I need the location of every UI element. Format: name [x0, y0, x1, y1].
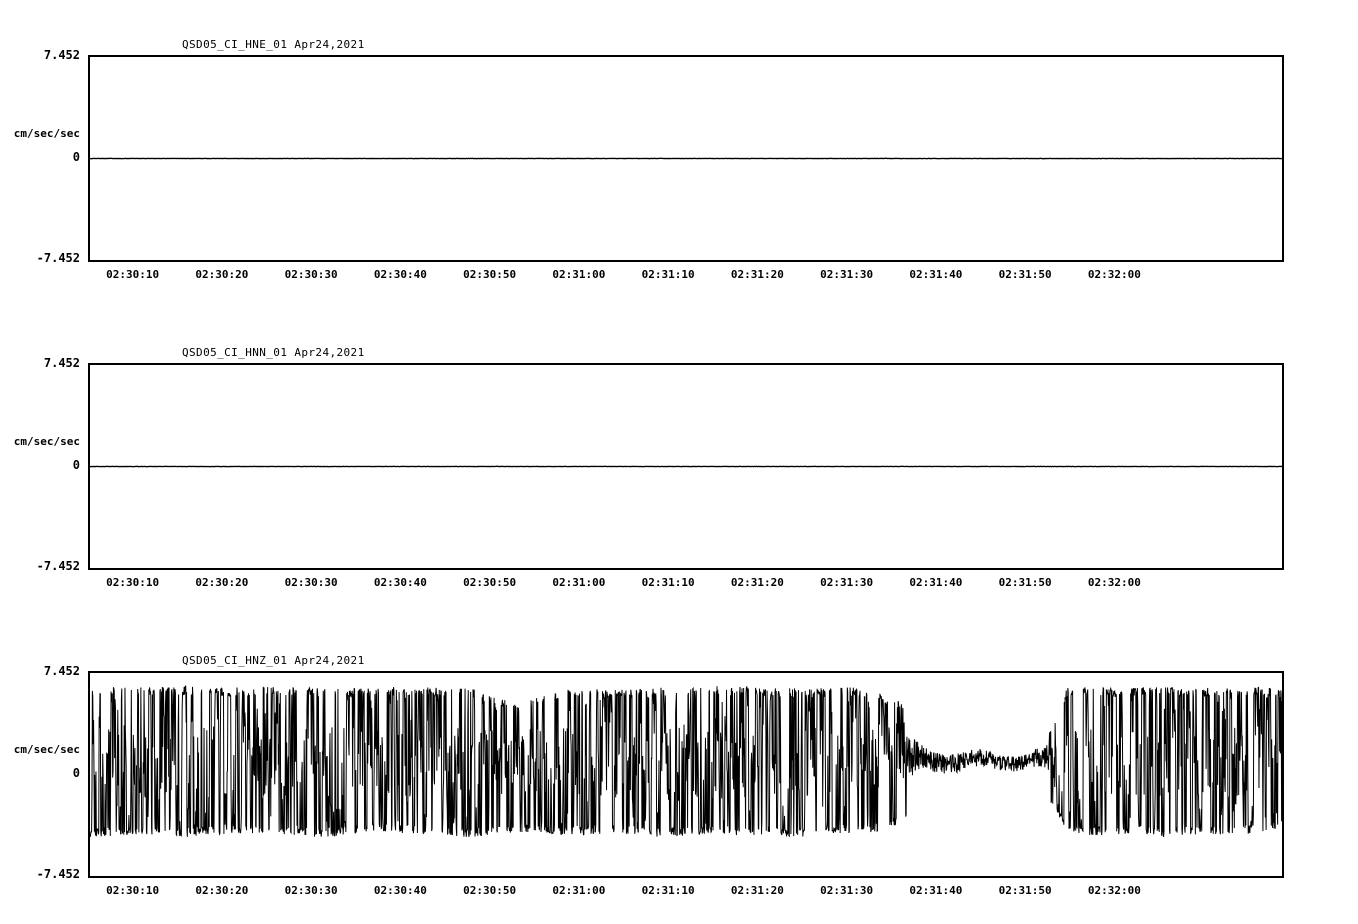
plot-area-hnz [88, 671, 1284, 878]
x-tick-label: 02:30:40 [373, 268, 427, 281]
x-axis-hne [0, 268, 1358, 288]
x-tick-label: 02:32:00 [1087, 576, 1141, 589]
x-tick-label: 02:31:20 [730, 884, 784, 897]
x-tick-label: 02:31:00 [552, 268, 606, 281]
panel-hnn [0, 318, 1358, 588]
x-tick-label: 02:30:50 [463, 268, 517, 281]
y-tick-mid-hne: 0 [72, 150, 80, 164]
x-axis-hnn [0, 576, 1358, 596]
y-tick-top-hnz: 7.452 [43, 664, 80, 678]
x-tick-label: 02:30:30 [284, 268, 338, 281]
x-tick-label: 02:30:20 [195, 576, 249, 589]
x-tick-label: 02:31:10 [641, 884, 695, 897]
panel-hne [0, 10, 1358, 280]
x-tick-label: 02:31:40 [909, 576, 963, 589]
panel-title-hne: QSD05_CI_HNE_01 Apr24,2021 [182, 38, 365, 51]
x-tick-label: 02:31:50 [998, 884, 1052, 897]
x-tick-label: 02:31:30 [820, 576, 874, 589]
y-tick-bottom-hnn: -7.452 [36, 559, 80, 573]
x-axis-hnz [0, 884, 1358, 904]
x-tick-label: 02:31:00 [552, 884, 606, 897]
y-tick-top-hnn: 7.452 [43, 356, 80, 370]
y-tick-bottom-hnz: -7.452 [36, 867, 80, 881]
x-tick-label: 02:31:20 [730, 576, 784, 589]
x-tick-label: 02:30:20 [195, 268, 249, 281]
x-tick-label: 02:32:00 [1087, 268, 1141, 281]
x-tick-label: 02:30:30 [284, 884, 338, 897]
y-axis-units-hne: cm/sec/sec [13, 127, 80, 140]
trace-hnz [90, 673, 1282, 876]
x-tick-label: 02:31:30 [820, 884, 874, 897]
plot-area-hne [88, 55, 1284, 262]
x-tick-label: 02:31:10 [641, 268, 695, 281]
x-tick-label: 02:31:30 [820, 268, 874, 281]
trace-hne [90, 57, 1282, 260]
x-tick-label: 02:30:20 [195, 884, 249, 897]
x-tick-label: 02:30:10 [106, 268, 160, 281]
y-tick-mid-hnn: 0 [72, 458, 80, 472]
x-tick-label: 02:31:40 [909, 884, 963, 897]
x-tick-label: 02:32:00 [1087, 884, 1141, 897]
y-tick-top-hne: 7.452 [43, 48, 80, 62]
panel-title-hnn: QSD05_CI_HNN_01 Apr24,2021 [182, 346, 365, 359]
panel-title-hnz: QSD05_CI_HNZ_01 Apr24,2021 [182, 654, 365, 667]
x-tick-label: 02:30:10 [106, 576, 160, 589]
x-tick-label: 02:30:10 [106, 884, 160, 897]
x-tick-label: 02:30:50 [463, 884, 517, 897]
x-tick-label: 02:31:50 [998, 576, 1052, 589]
x-tick-label: 02:31:20 [730, 268, 784, 281]
x-tick-label: 02:31:00 [552, 576, 606, 589]
y-axis-units-hnz: cm/sec/sec [13, 743, 80, 756]
x-tick-label: 02:31:10 [641, 576, 695, 589]
x-tick-label: 02:30:50 [463, 576, 517, 589]
plot-area-hnn [88, 363, 1284, 570]
x-tick-label: 02:30:40 [373, 576, 427, 589]
y-tick-mid-hnz: 0 [72, 766, 80, 780]
panel-hnz [0, 626, 1358, 896]
y-tick-bottom-hne: -7.452 [36, 251, 80, 265]
trace-hnn [90, 365, 1282, 568]
x-tick-label: 02:31:40 [909, 268, 963, 281]
x-tick-label: 02:31:50 [998, 268, 1052, 281]
y-axis-units-hnn: cm/sec/sec [13, 435, 80, 448]
x-tick-label: 02:30:40 [373, 884, 427, 897]
x-tick-label: 02:30:30 [284, 576, 338, 589]
